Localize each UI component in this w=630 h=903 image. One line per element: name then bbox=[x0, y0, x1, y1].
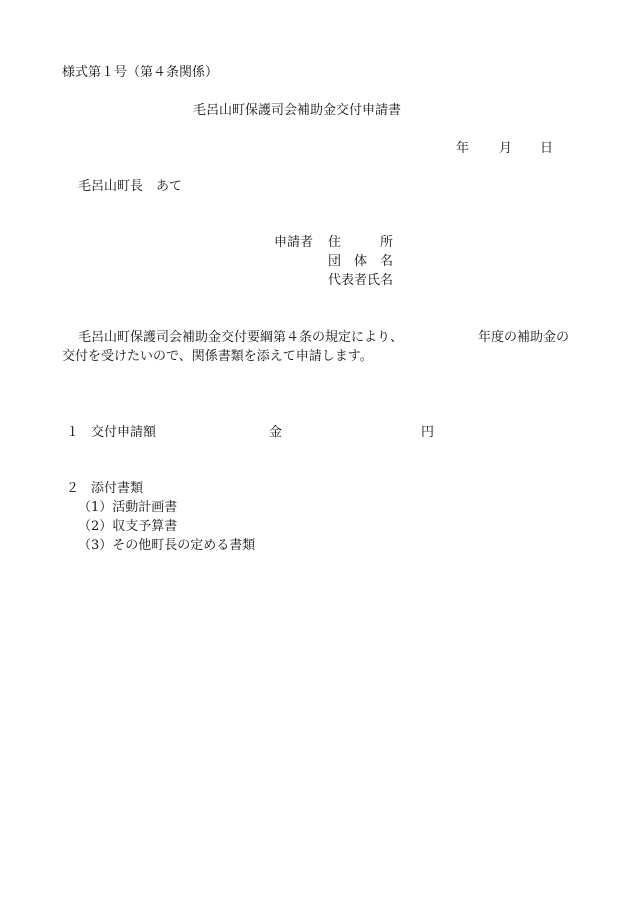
date-month-label: 月 bbox=[499, 141, 513, 156]
body-text-line2: 交付を受けたいので、関係書類を添えて申請します。 bbox=[62, 349, 373, 364]
date-year-label: 年 bbox=[456, 141, 470, 156]
attachment-item: （3）その他町長の定める書類 bbox=[78, 538, 256, 553]
body-text-line1-part1: 毛呂山町保護司会補助金交付要綱第４条の規定により、 bbox=[78, 330, 404, 345]
form-number: 様式第１号（第４条関係） bbox=[62, 65, 219, 80]
document-title: 毛呂山町保護司会補助金交付申請書 bbox=[193, 103, 402, 118]
item2-number: ２ bbox=[66, 481, 80, 496]
attachment-item: （2）収支予算書 bbox=[78, 519, 178, 534]
applicant-organization-label: 団 体 名 bbox=[328, 254, 394, 269]
applicant-address-label: 住 所 bbox=[328, 235, 394, 250]
applicant-representative-label: 代表者氏名 bbox=[328, 273, 394, 288]
item1-label: 交付申請額 bbox=[91, 425, 157, 440]
body-text-line1-part2: 年度の補助金の bbox=[478, 330, 570, 345]
applicant-label: 申請者 bbox=[274, 235, 314, 250]
addressee: 毛呂山町長 あて bbox=[78, 179, 183, 194]
date-day-label: 日 bbox=[540, 141, 554, 156]
item2-label: 添付書類 bbox=[91, 481, 144, 496]
attachment-item: （1）活動計画書 bbox=[78, 500, 178, 515]
item1-number: １ bbox=[66, 425, 80, 440]
item1-amount-unit: 円 bbox=[421, 425, 435, 440]
item1-amount-prefix: 金 bbox=[269, 425, 283, 440]
